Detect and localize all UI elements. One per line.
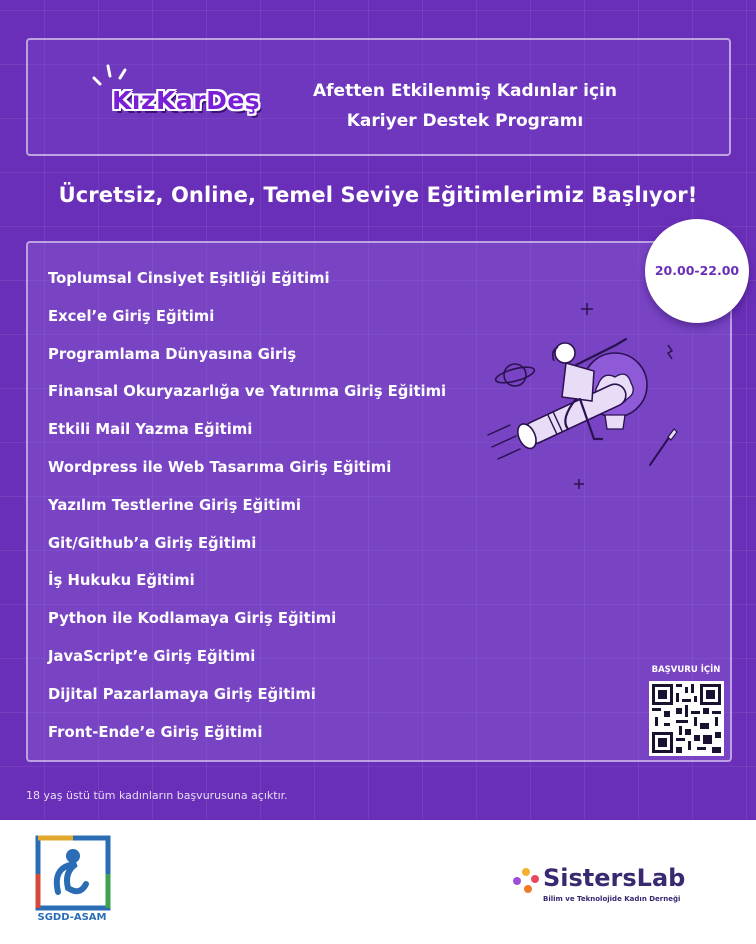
list-item: Toplumsal Cinsiyet Eşitliği Eğitimi bbox=[48, 270, 330, 287]
paintbrush-icon bbox=[650, 429, 677, 465]
planet-icon bbox=[494, 364, 536, 386]
program-title-line1: Afetten Etkilenmiş Kadınlar için bbox=[313, 81, 617, 101]
headline: Ücretsiz, Online, Temel Seviye Eğitimlerimiz Başlıyor! bbox=[58, 183, 698, 207]
list-item: Front-Ende’e Giriş Eğitimi bbox=[48, 723, 263, 741]
time-badge: 20.00-22.00 bbox=[645, 219, 749, 323]
sisterslab-subtitle: Bilim ve Teknolojide Kadın Derneği bbox=[543, 895, 681, 903]
list-item: Excel’e Giriş Eğitimi bbox=[48, 307, 215, 325]
list-item: Programlama Dünyasına Giriş bbox=[48, 345, 297, 363]
list-item: İş Hukuku Eğitimi bbox=[48, 572, 195, 590]
rocket-woman-illustration bbox=[480, 295, 690, 495]
list-item: Wordpress ile Web Tasarıma Giriş Eğitimi bbox=[48, 458, 392, 476]
qr-label: BAŞVURU İÇİN bbox=[651, 665, 721, 675]
kizkardes-logo bbox=[92, 62, 272, 132]
program-title-line2: Kariyer Destek Programı bbox=[346, 111, 584, 131]
qr-code[interactable] bbox=[649, 681, 724, 756]
list-item: Git/Github’a Giriş Eğitimi bbox=[48, 534, 257, 552]
list-item: Finansal Okuryazarlığa ve Yatırıma Giriş Eğitimi bbox=[48, 383, 447, 401]
list-item: Etkili Mail Yazma Eğitimi bbox=[48, 421, 253, 439]
list-item: Python ile Kodlamaya Giriş Eğitimi bbox=[48, 610, 337, 628]
logo-text: KızKarDeş bbox=[112, 86, 261, 115]
program-title bbox=[285, 76, 645, 136]
list-item: Dijital Pazarlamaya Giriş Eğitimi bbox=[48, 685, 316, 703]
asam-name: SGDD-ASAM bbox=[37, 912, 107, 923]
course-list bbox=[48, 266, 446, 757]
sisterslab-logo bbox=[511, 866, 541, 896]
list-item: JavaScript’e Giriş Eğitimi bbox=[48, 647, 256, 665]
sisterslab-name: SistersLab bbox=[543, 864, 686, 892]
list-item: Yazılım Testlerine Giriş Eğitimi bbox=[48, 496, 301, 514]
footnote: 18 yaş üstü tüm kadınların başvurusuna açıktır. bbox=[26, 789, 288, 802]
